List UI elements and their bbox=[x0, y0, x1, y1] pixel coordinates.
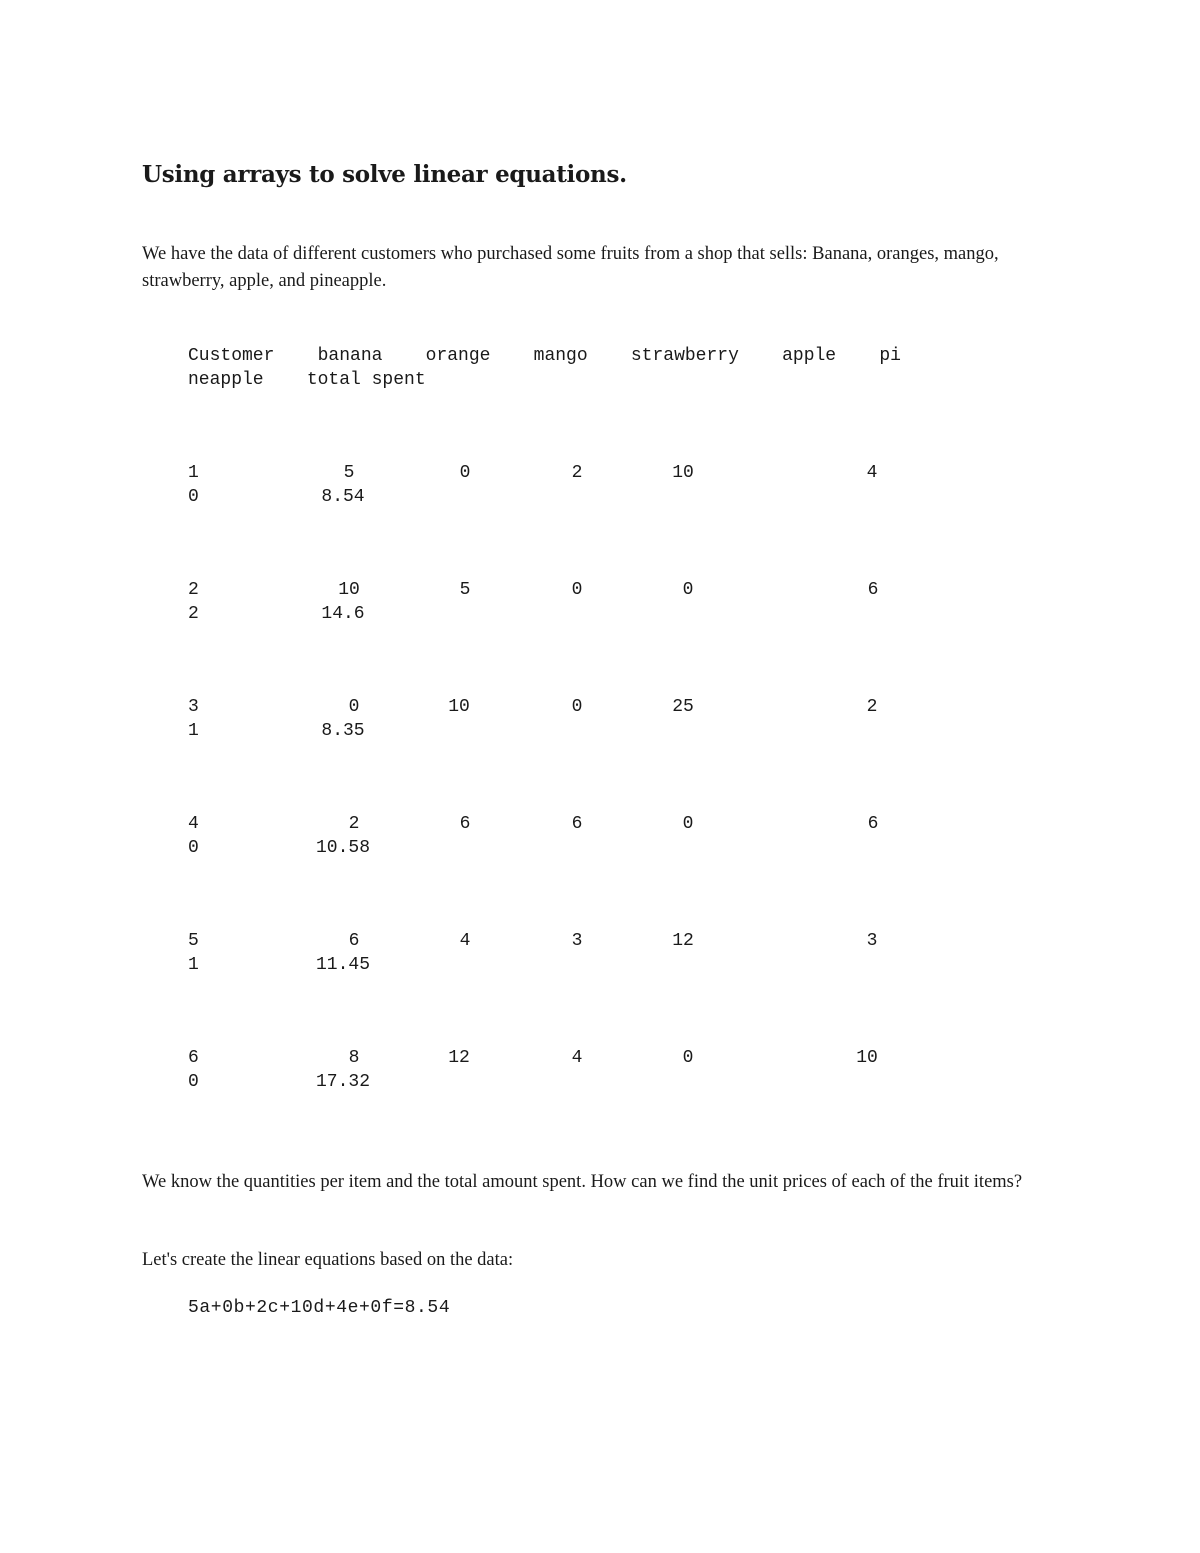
cell-mango: 6 bbox=[571, 814, 583, 834]
cell-banana: 6 bbox=[348, 931, 360, 951]
table-row bbox=[0, 695, 1200, 745]
cell-total: 8.35 bbox=[321, 721, 365, 741]
cell-pineapple: 1 bbox=[188, 955, 199, 975]
cell-orange: 12 bbox=[448, 1048, 470, 1068]
cell-total: 10.58 bbox=[315, 838, 370, 858]
cell-mango: 0 bbox=[571, 697, 583, 717]
cell-mango: 0 bbox=[571, 580, 583, 600]
page-title: Using arrays to solve linear equations. bbox=[142, 161, 627, 188]
cell-orange: 10 bbox=[448, 697, 470, 717]
cell-apple: 6 bbox=[867, 580, 879, 600]
cell-strawberry: 0 bbox=[682, 814, 694, 834]
intro-paragraph: We have the data of different customers who purchased some fruits from a shop that sells: Banana, oranges, mango, strawberry, apple, and pineapple. bbox=[142, 244, 999, 291]
cell-customer: 6 bbox=[188, 1048, 199, 1068]
lead-in-paragraph: Let's create the linear equations based on the data: bbox=[142, 1250, 514, 1270]
table-row bbox=[0, 461, 1200, 511]
cell-banana: 8 bbox=[348, 1048, 360, 1068]
cell-strawberry: 0 bbox=[682, 580, 694, 600]
cell-apple: 4 bbox=[866, 463, 878, 483]
table-row bbox=[0, 578, 1200, 628]
table-row bbox=[0, 1046, 1200, 1096]
cell-total: 11.45 bbox=[315, 955, 370, 975]
cell-banana: 2 bbox=[348, 814, 360, 834]
cell-customer: 5 bbox=[188, 931, 199, 951]
cell-strawberry: 0 bbox=[682, 1048, 694, 1068]
equation-line: 5a+0b+2c+10d+4e+0f=8.54 bbox=[188, 1298, 451, 1318]
cell-apple: 10 bbox=[856, 1048, 878, 1068]
cell-pineapple: 0 bbox=[188, 1072, 199, 1092]
cell-total: 17.32 bbox=[315, 1072, 370, 1092]
cell-customer: 4 bbox=[188, 814, 199, 834]
cell-pineapple: 0 bbox=[188, 838, 199, 858]
cell-total: 8.54 bbox=[321, 487, 365, 507]
cell-banana: 10 bbox=[338, 580, 360, 600]
cell-pineapple: 1 bbox=[188, 721, 199, 741]
cell-customer: 3 bbox=[188, 697, 199, 717]
cell-orange: 4 bbox=[459, 931, 471, 951]
cell-orange: 0 bbox=[459, 463, 471, 483]
table-row bbox=[0, 929, 1200, 979]
cell-orange: 6 bbox=[459, 814, 471, 834]
question-paragraph: We know the quantities per item and the total amount spent. How can we find the unit prices of each of the fruit items? bbox=[142, 1172, 1023, 1192]
cell-mango: 4 bbox=[571, 1048, 583, 1068]
cell-orange: 5 bbox=[459, 580, 471, 600]
cell-customer: 1 bbox=[188, 463, 199, 483]
cell-apple: 3 bbox=[866, 931, 878, 951]
cell-pineapple: 0 bbox=[188, 487, 199, 507]
cell-apple: 2 bbox=[866, 697, 878, 717]
cell-banana: 5 bbox=[343, 463, 355, 483]
cell-pineapple: 2 bbox=[188, 604, 199, 624]
table-header-line-1: Customer banana orange mango strawberry apple pi bbox=[188, 346, 901, 366]
cell-strawberry: 12 bbox=[672, 931, 694, 951]
table-header-line-2: neapple total spent bbox=[188, 370, 426, 390]
cell-strawberry: 25 bbox=[672, 697, 694, 717]
cell-mango: 2 bbox=[571, 463, 583, 483]
cell-strawberry: 10 bbox=[672, 463, 694, 483]
cell-total: 14.6 bbox=[321, 604, 365, 624]
table-row bbox=[0, 812, 1200, 862]
cell-mango: 3 bbox=[571, 931, 583, 951]
cell-customer: 2 bbox=[188, 580, 199, 600]
cell-apple: 6 bbox=[867, 814, 879, 834]
cell-banana: 0 bbox=[348, 697, 360, 717]
